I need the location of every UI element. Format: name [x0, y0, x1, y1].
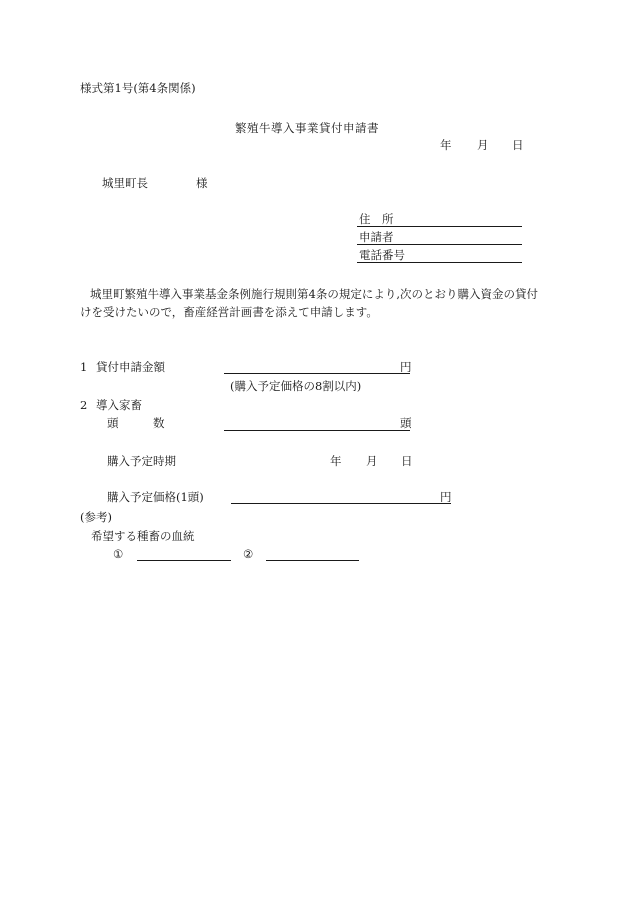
address-field-line[interactable]	[357, 226, 522, 227]
item2-label: 導入家畜	[96, 398, 142, 412]
loan-amount-field-line[interactable]	[224, 373, 410, 374]
item1-label: 貸付申請金額	[96, 360, 165, 374]
applicant-label: 申請者	[359, 230, 394, 244]
item1-unit: 円	[400, 360, 412, 374]
price-label: 購入予定価格(1頭)	[107, 490, 204, 504]
head-count-field-line[interactable]	[224, 430, 410, 431]
bloodline-option-2-field-line[interactable]	[266, 560, 359, 561]
period-day-label: 日	[401, 454, 413, 468]
period-month-label: 月	[366, 454, 378, 468]
bloodline-option-1-field-line[interactable]	[137, 560, 231, 561]
bloodline-option-1-marker: ①	[113, 547, 124, 561]
date-day-label: 日	[512, 138, 524, 152]
form-number: 様式第1号(第4条関係)	[80, 81, 196, 95]
date-month-label: 月	[477, 138, 489, 152]
purchase-period-label: 購入予定時期	[107, 454, 176, 468]
price-unit: 円	[440, 490, 452, 504]
price-field-line[interactable]	[231, 503, 451, 504]
item1-number: 1	[80, 360, 88, 374]
phone-label: 電話番号	[359, 248, 405, 262]
applicant-field-line[interactable]	[357, 244, 522, 245]
document-title: 繁殖牛導入事業貸付申請書	[235, 121, 379, 135]
item1-note: (購入予定価格の8割以内)	[230, 379, 362, 393]
period-year-label: 年	[330, 454, 342, 468]
address-label: 住 所	[359, 212, 394, 226]
addressee-honorific: 様	[196, 176, 208, 190]
item2-number: 2	[80, 398, 88, 412]
date-year-label: 年	[440, 138, 452, 152]
reference-label: (参考)	[80, 510, 112, 524]
bloodline-option-2-marker: ②	[243, 547, 254, 561]
phone-field-line[interactable]	[357, 262, 522, 263]
head-unit: 頭	[400, 416, 412, 430]
body-line-2: けを受けたいので，畜産経営計画書を添えて申請します。	[80, 305, 378, 319]
addressee-name: 城里町長	[102, 176, 148, 190]
head-count-label: 頭 数	[107, 416, 165, 430]
body-line-1: 城里町繁殖牛導入事業基金条例施行規則第4条の規定により,次のとおり購入資金の貸付	[90, 287, 538, 301]
bloodline-label: 希望する種畜の血統	[91, 529, 195, 543]
